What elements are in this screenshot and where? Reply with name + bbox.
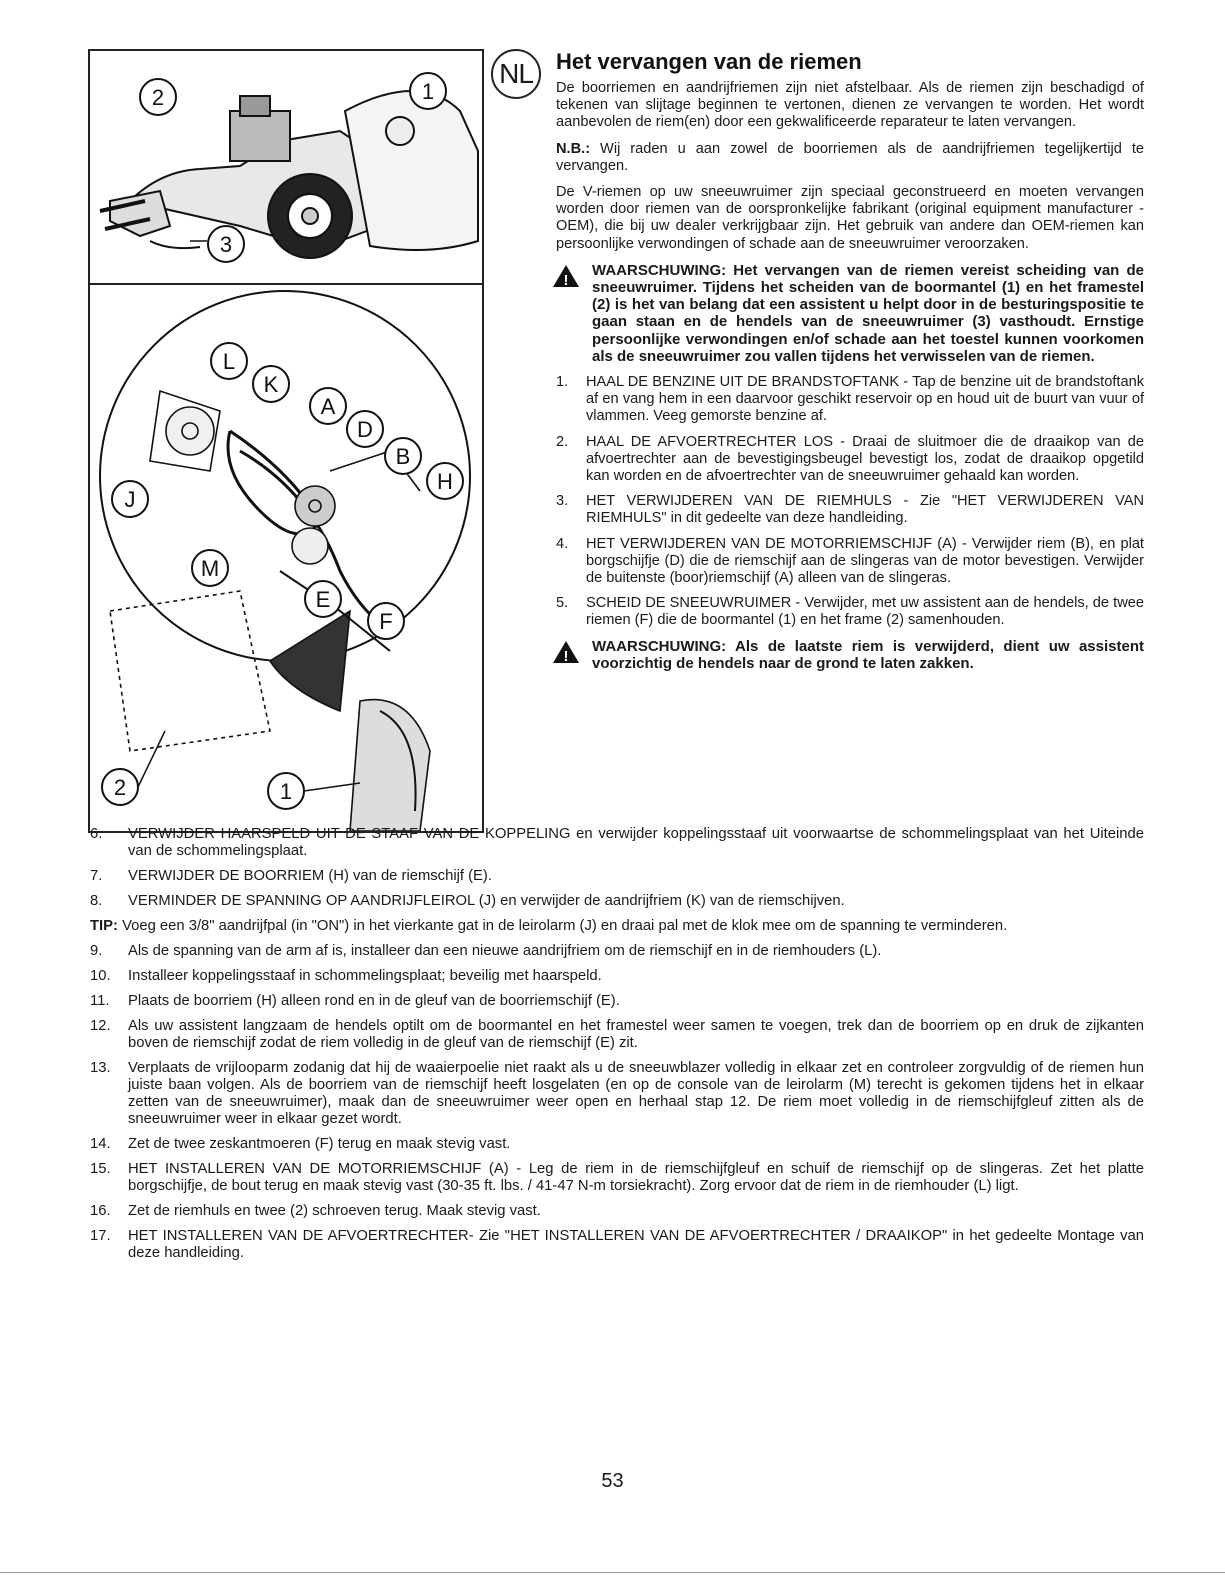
step-number: 4.	[556, 535, 569, 552]
warning-block-1	[556, 262, 1144, 365]
step-text: HET VERWIJDEREN VAN DE MOTORRIEMSCHIJF (A) - Verwijder riem (B), en plat borgschijfje (D) die de riemschijf aan de slingeras van de motor bevestigen. Verwijder de buitenste (boor)riemschijf (A) alleen van de slingeras.	[586, 535, 1144, 587]
step-11	[90, 993, 1144, 1010]
step-text: Zet de twee zeskantmoeren (F) terug en maak stevig vast.	[128, 1136, 511, 1152]
step-17	[90, 1228, 1144, 1262]
warning-triangle-icon	[552, 640, 580, 664]
warning-block-2	[556, 638, 1144, 672]
step-2	[556, 434, 1144, 486]
tip-text: Voeg een 3/8" aandrijfpal (in "ON") in het vierkante gat in de leirolarm (J) en draai pal met de klok mee om de spanning te verminderen.	[117, 918, 1008, 934]
illustration-svg	[90, 51, 482, 831]
tip-label: TIP:	[90, 918, 118, 934]
step-number: 12.	[90, 1018, 111, 1034]
step-15	[90, 1161, 1144, 1195]
svg-text:!: !	[563, 271, 569, 288]
step-text: Verplaats de vrijlooparm zodanig dat hij de waaierpoelie niet raakt als u de sneeuwblazer volledig in elkaar zet en controleer zorgvuldig of de riemen hun juiste baan volgen. Als de boorriem van de riemschijf heeft losgelaten (en op de console van de leirolarm (M) terecht is gekomen tijdens het in elkaar zetten van de sneeuwruimer), maak dan de sneeuwruimer weer open en herhaal stap 12. De riem moet volledig in de riemschijfgleuf zitten als de sneeuwruimer weer in elkaar gezet wordt.	[128, 1060, 1144, 1127]
intro-paragraph-1: De boorriemen en aandrijfriemen zijn niet afstelbaar. Als de riemen zijn beschadigd of tekenen van slijtage beginnen te vertonen, dienen ze vervangen te worden. Het wordt aanbevolen de riem(en) door een gekwalificeerde reparateur te laten vervangen.	[556, 80, 1144, 131]
step-number: 16.	[90, 1203, 111, 1219]
step-number: 5.	[556, 595, 569, 612]
step-text: SCHEID DE SNEEUWRUIMER - Verwijder, met uw assistent aan de hendels, de twee riemen (F) die de boormantel (1) en het frame (2) samenhouden.	[586, 595, 1144, 629]
step-8	[90, 893, 1144, 910]
step-text: Plaats de boorriem (H) alleen rond en in de gleuf van de boorriemschijf (E).	[128, 993, 620, 1009]
bottom-steps	[90, 826, 1144, 1270]
step-number: 7.	[90, 868, 103, 884]
callout-2-bottom: 2	[113, 775, 127, 800]
step-text: VERWIJDER DE BOORRIEM (H) van de riemschijf (E).	[128, 868, 492, 884]
step-number: 8.	[90, 893, 103, 909]
step-text: HET VERWIJDEREN VAN DE RIEMHULS - Zie "HET VERWIJDEREN VAN RIEMHULS" in dit gedeelte van deze handleiding.	[586, 493, 1144, 527]
step-text: Installeer koppelingsstaaf in schommelingsplaat; beveilig met haarspeld.	[128, 968, 602, 984]
callout-L: L	[222, 349, 236, 374]
callout-J: J	[124, 487, 136, 512]
callout-B: B	[395, 444, 411, 469]
step-number: 13.	[90, 1060, 111, 1076]
warning-text-1: WAARSCHUWING: Het vervangen van de riemen vereist scheiding van de sneeuwruimer. Tijdens het scheiden van de boormantel (1) en het framestel (2) is het van belang dat een assistent u helpt door in de besturingspositie te gaan staan en de hendels van de sneeuwruimer (3) vasthoudt. Ernstige persoonlijke verwondingen en/of schade aan het toestel kunnen voorkomen als de sneeuwruimer zou vallen tijdens het verwisselen van de riemen.	[592, 261, 1144, 365]
step-9	[90, 943, 1144, 960]
snowblower-side-view	[100, 91, 478, 258]
figure-divider	[90, 283, 482, 285]
step-12	[90, 1018, 1144, 1052]
step-7	[90, 868, 1144, 885]
callout-E: E	[315, 587, 331, 612]
step-text: HET INSTALLEREN VAN DE MOTORRIEMSCHIJF (A) - Leg de riem in de riemschijfgleuf en schuif de riemschijf op de slingeras. Zet het platte borgschijfje, de bout terug en maak stevig vast (30-35 ft. lbs. / 41-47 N-m torsiekracht). Zorg ervoor dat de riem in de riemhouder (L) ligt.	[128, 1161, 1144, 1194]
step-5	[556, 595, 1144, 629]
callout-F: F	[379, 609, 393, 634]
step-text: VERMINDER DE SPANNING OP AANDRIJFLEIROL (J) en verwijder de aandrijfriem (K) van de riemschijven.	[128, 893, 845, 909]
step-number: 2.	[556, 433, 569, 450]
right-column	[556, 80, 1144, 681]
step-13	[90, 1060, 1144, 1128]
note-label: N.B.:	[556, 140, 591, 157]
step-text: HAAL DE AFVOERTRECHTER LOS - Draai de sluitmoer die de draaikop van de afvoertrechter aan de bevestigingsbeugel bevestigt los, zodat de draaikop opgetild kan worden en de afvoertrechter van de sneeuwruimer gehaald kan worden.	[586, 433, 1144, 485]
note-paragraph	[556, 141, 1144, 175]
step-number: 1.	[556, 374, 569, 391]
step-text: HET INSTALLEREN VAN DE AFVOERTRECHTER- Zie "HET INSTALLEREN VAN DE AFVOERTRECHTER / DRAAIKOP" in het gedeelte Montage van deze handleiding.	[128, 1228, 1144, 1261]
language-badge: NL	[491, 49, 541, 99]
step-text: HAAL DE BENZINE UIT DE BRANDSTOFTANK - Tap de benzine uit de brandstoftank af en vang hem in een daarvoor geschikt reservoir op en houd uit de buurt van vuur of vlammen. Veeg gemorste benzine af.	[586, 374, 1144, 425]
step-text: Zet de riemhuls en twee (2) schroeven terug. Maak stevig vast.	[128, 1203, 541, 1219]
svg-text:!: !	[563, 647, 569, 664]
callout-A: A	[320, 394, 336, 419]
callout-1-bottom: 1	[279, 779, 293, 804]
callout-3-top: 3	[219, 232, 233, 257]
page-number: 53	[601, 1470, 624, 1492]
step-number: 11.	[90, 993, 110, 1009]
page-bottom-rule	[0, 1572, 1225, 1573]
step-1	[556, 374, 1144, 426]
warning-triangle-icon	[552, 264, 580, 288]
step-10	[90, 968, 1144, 985]
step-text: Als de spanning van de arm af is, installeer dan een nieuwe aandrijfriem om de riemschijf en in de riemhouders (L).	[128, 943, 882, 959]
callout-D: D	[357, 417, 373, 442]
callout-K: K	[263, 372, 279, 397]
callout-H: H	[437, 469, 453, 494]
step-number: 10.	[90, 968, 111, 984]
step-number: 3.	[556, 493, 569, 510]
callout-M: M	[200, 556, 220, 581]
section-heading: Het vervangen van de riemen	[556, 49, 862, 74]
step-number: 17.	[90, 1228, 111, 1244]
step-text: Als uw assistent langzaam de hendels optilt om de boormantel en het framestel weer samen te voegen, trek dan de boorriem op en druk de zijkanten boven de riemschijf zodat de riem volledig in de gleuf van de riemschijf (E) zit.	[128, 1018, 1144, 1051]
callout-1-top: 1	[421, 79, 435, 104]
step-6	[90, 826, 1144, 860]
step-number: 9.	[90, 943, 103, 959]
step-number: 14.	[90, 1136, 111, 1152]
step-16	[90, 1203, 1144, 1220]
step-4	[556, 536, 1144, 588]
step-number: 6.	[90, 826, 103, 842]
step-3	[556, 493, 1144, 527]
warning-text-2: WAARSCHUWING: Als de laatste riem is verwijderd, dient uw assistent voorzichtig de hendels naar de grond te laten zakken.	[592, 637, 1144, 672]
step-14	[90, 1136, 1144, 1153]
tip-paragraph	[90, 918, 1144, 935]
intro-paragraph-2: De V-riemen op uw sneeuwruimer zijn speciaal geconstrueerd en moeten vervangen worden door riemen van de oorspronkelijke fabrikant (original equipment manufacturer - OEM), die bij uw dealer verkrijgbaar zijn. Het gebruik van andere dan OEM-riemen kan persoonlijke verwondingen of schade aan de sneeuwruimer veroorzaken.	[556, 184, 1144, 252]
note-text: Wij raden u aan zowel de boorriemen als de aandrijfriemen tegelijkertijd te vervangen.	[556, 140, 1144, 174]
step-number: 15.	[90, 1161, 111, 1177]
callout-2-top: 2	[151, 85, 165, 110]
step-text: VERWIJDER HAARSPELD UIT DE STAAF VAN DE KOPPELING en verwijder koppelingsstaaf uit voorwaartse de schommelingsplaat van het Uiteinde van de schommelingsplaat.	[128, 826, 1144, 859]
belt-replacement-illustration	[88, 49, 484, 833]
